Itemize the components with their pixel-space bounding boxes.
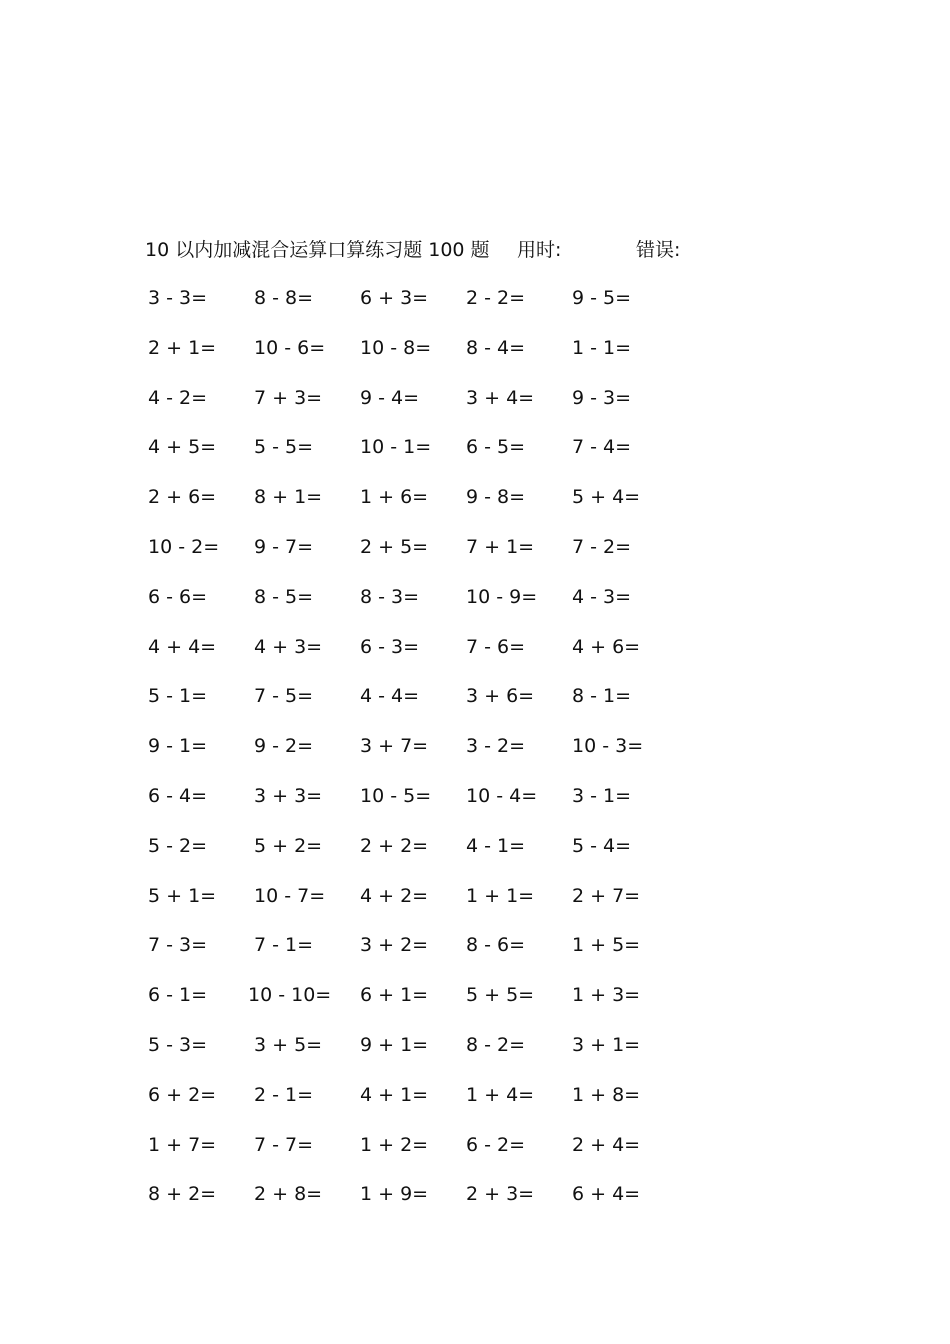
problem-item: 4 + 2= — [360, 884, 429, 907]
problem-row — [148, 332, 708, 382]
problem-item: 1 + 6= — [360, 486, 429, 509]
problem-item: 3 + 2= — [360, 934, 429, 957]
problem-item: 9 - 4= — [360, 386, 420, 409]
problem-item: 4 - 1= — [466, 834, 526, 857]
problem-item: 4 - 4= — [360, 685, 420, 708]
problem-item: 4 + 5= — [148, 436, 217, 459]
problem-item: 6 - 5= — [466, 436, 526, 459]
problem-item: 9 - 1= — [148, 735, 208, 758]
problem-item: 1 + 8= — [572, 1083, 641, 1106]
problem-row — [148, 880, 708, 930]
problem-item: 7 - 7= — [254, 1133, 314, 1156]
problem-item: 2 + 6= — [148, 486, 217, 509]
problem-item: 2 + 1= — [148, 336, 217, 359]
problem-item: 2 + 4= — [572, 1133, 641, 1156]
problem-item: 3 - 1= — [572, 784, 632, 807]
problem-item: 1 + 1= — [466, 884, 535, 907]
problem-item: 10 - 4= — [466, 784, 538, 807]
problem-item: 6 + 3= — [360, 287, 429, 309]
problem-item: 2 + 2= — [360, 834, 429, 857]
problem-item: 7 - 2= — [572, 535, 632, 558]
problem-item: 8 - 6= — [466, 934, 526, 957]
problem-item: 3 + 3= — [254, 784, 323, 807]
problem-item: 3 + 4= — [466, 386, 535, 409]
problem-item: 5 + 1= — [148, 884, 217, 907]
problem-item: 10 - 1= — [360, 436, 432, 459]
problem-item: 2 + 8= — [254, 1183, 323, 1206]
problem-row — [148, 631, 708, 681]
problem-grid — [148, 282, 708, 1228]
problem-item: 6 - 2= — [466, 1133, 526, 1156]
problem-item: 8 - 1= — [572, 685, 632, 708]
problem-item: 2 + 7= — [572, 884, 641, 907]
problem-item: 6 - 3= — [360, 635, 420, 658]
problem-item: 5 + 5= — [466, 984, 535, 1007]
problem-item: 9 + 1= — [360, 1033, 429, 1056]
problem-item: 5 + 4= — [572, 486, 641, 509]
problem-item: 3 + 6= — [466, 685, 535, 708]
problem-item: 8 - 8= — [254, 287, 314, 309]
problem-item: 4 - 2= — [148, 386, 208, 409]
problem-row — [148, 581, 708, 631]
problem-item: 4 + 3= — [254, 635, 323, 658]
problem-item: 5 - 4= — [572, 834, 632, 857]
problem-item: 8 + 2= — [148, 1183, 217, 1206]
problem-item: 10 - 2= — [148, 535, 220, 558]
problem-item: 5 - 2= — [148, 834, 208, 857]
problem-row — [148, 780, 708, 830]
problem-item: 5 - 3= — [148, 1033, 208, 1056]
problem-item: 7 - 4= — [572, 436, 632, 459]
problem-item: 10 - 6= — [254, 336, 326, 359]
problem-item: 8 - 2= — [466, 1033, 526, 1056]
problem-item: 6 + 2= — [148, 1083, 217, 1106]
errors-label: 错误: — [636, 239, 681, 261]
problem-item: 9 - 7= — [254, 535, 314, 558]
problem-item: 3 - 2= — [466, 735, 526, 758]
problem-item: 4 + 4= — [148, 635, 217, 658]
problem-item: 3 + 7= — [360, 735, 429, 758]
problem-row — [148, 1129, 708, 1179]
problem-row — [148, 1178, 708, 1228]
problem-row — [148, 1029, 708, 1079]
problem-item: 1 - 1= — [572, 336, 632, 359]
problem-row — [148, 481, 708, 531]
problem-item: 1 + 9= — [360, 1183, 429, 1206]
worksheet-title: 10 以内加减混合运算口算练习题 100 题 — [145, 239, 490, 261]
problem-item: 7 + 1= — [466, 535, 535, 558]
problem-item: 2 - 1= — [254, 1083, 314, 1106]
problem-item: 3 - 3= — [148, 287, 208, 309]
problem-item: 4 - 3= — [572, 585, 632, 608]
problem-row — [148, 680, 708, 730]
problem-item: 10 - 8= — [360, 336, 432, 359]
problem-row — [148, 730, 708, 780]
problem-item: 10 - 7= — [254, 884, 326, 907]
problem-item: 6 - 4= — [148, 784, 208, 807]
problem-row — [148, 382, 708, 432]
problem-item: 10 - 9= — [466, 585, 538, 608]
problem-item: 9 - 2= — [254, 735, 314, 758]
problem-item: 7 + 3= — [254, 386, 323, 409]
problem-item: 9 - 5= — [572, 287, 632, 309]
problem-item: 10 - 5= — [360, 784, 432, 807]
problem-item: 2 - 2= — [466, 287, 526, 309]
problem-item: 6 + 4= — [572, 1183, 641, 1206]
problem-item: 10 - 3= — [572, 735, 644, 758]
problem-item: 5 + 2= — [254, 834, 323, 857]
problem-item: 9 - 8= — [466, 486, 526, 509]
problem-row — [148, 929, 708, 979]
problem-item: 8 - 5= — [254, 585, 314, 608]
problem-item: 6 - 1= — [148, 984, 208, 1007]
time-used-label: 用时: — [517, 239, 562, 261]
problem-item: 6 - 6= — [148, 585, 208, 608]
problem-item: 10 - 10= — [248, 984, 332, 1007]
problem-item: 6 + 1= — [360, 984, 429, 1007]
problem-item: 9 - 3= — [572, 386, 632, 409]
problem-item: 7 - 3= — [148, 934, 208, 957]
problem-item: 3 + 1= — [572, 1033, 641, 1056]
problem-row — [148, 830, 708, 880]
problem-item: 1 + 7= — [148, 1133, 217, 1156]
problem-row — [148, 431, 708, 481]
problem-row — [148, 531, 708, 581]
problem-row — [148, 1079, 708, 1129]
problem-item: 2 + 5= — [360, 535, 429, 558]
problem-row — [148, 979, 708, 1029]
problem-item: 8 + 1= — [254, 486, 323, 509]
problem-item: 1 + 5= — [572, 934, 641, 957]
problem-item: 3 + 5= — [254, 1033, 323, 1056]
problem-item: 4 + 1= — [360, 1083, 429, 1106]
problem-item: 8 - 4= — [466, 336, 526, 359]
problem-item: 7 - 5= — [254, 685, 314, 708]
problem-item: 4 + 6= — [572, 635, 641, 658]
problem-item: 8 - 3= — [360, 585, 420, 608]
problem-item: 5 - 1= — [148, 685, 208, 708]
problem-item: 2 + 3= — [466, 1183, 535, 1206]
problem-item: 5 - 5= — [254, 436, 314, 459]
problem-item: 7 - 6= — [466, 635, 526, 658]
problem-row — [148, 282, 708, 332]
problem-item: 7 - 1= — [254, 934, 314, 957]
problem-item: 1 + 2= — [360, 1133, 429, 1156]
problem-item: 1 + 4= — [466, 1083, 535, 1106]
problem-item: 1 + 3= — [572, 984, 641, 1007]
